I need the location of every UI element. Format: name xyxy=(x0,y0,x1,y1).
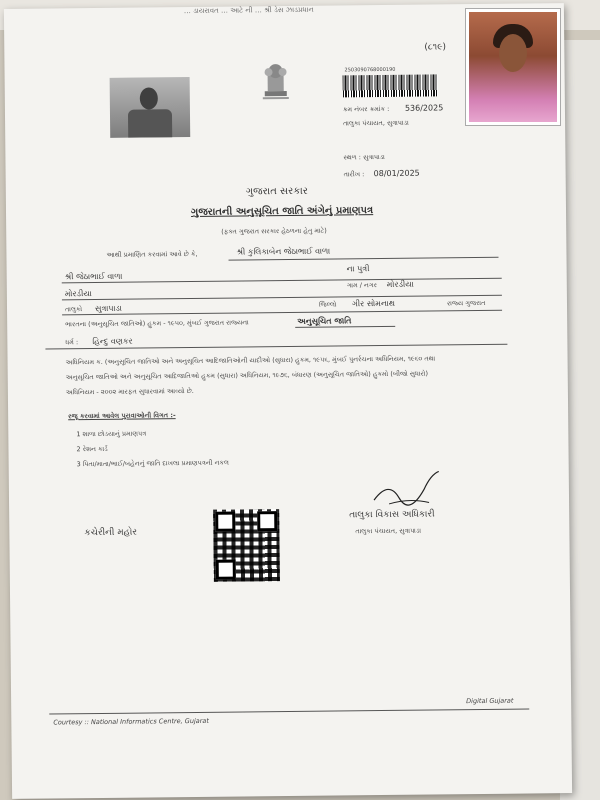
docs-heading: રજૂ કરવામાં આવેલ પુરાવાઓની વિગત :- xyxy=(68,411,176,421)
barcode-text: 2503090768000190 xyxy=(344,66,396,74)
state-emblem-icon xyxy=(254,61,296,101)
footer-digital: Digital Gujarat xyxy=(466,696,514,706)
govt-heading: ગુજરાત સરકાર xyxy=(245,185,309,198)
date-value: 08/01/2025 xyxy=(373,168,420,179)
village-label: ગામ / નગર xyxy=(346,281,378,290)
caste-value: અનુસૂચિત જાતિ xyxy=(297,316,352,326)
place-label: સ્થળ : સુત્રાપાડા xyxy=(343,152,385,162)
doc-item: 1 શાળા છોડયાનું પ્રમાણપત્ર xyxy=(76,429,147,439)
office-line: તાલુકા પંચાયત, સુત્રાપાડા xyxy=(343,118,409,128)
doc-item: 2 રેશન કાર્ડ xyxy=(76,444,108,454)
footer-courtesy: Courtesy :: National Informatics Centre, Gujarat xyxy=(53,716,209,727)
relation-text: ના પુત્રી xyxy=(346,264,370,274)
corner-number: (૮૧૯) xyxy=(424,42,447,53)
office-seal-text: કચેરીની મહોર xyxy=(84,527,138,539)
qr-code xyxy=(213,509,280,582)
state-value: રાજ્ય ગુજરાત xyxy=(446,298,486,308)
date-label: તારીખ : xyxy=(343,170,365,179)
officer-office: તાલુકા પંચાયત, સુત્રાપાડા xyxy=(355,526,422,536)
taluka-value: સુત્રાપાડા xyxy=(94,303,122,314)
officer-signature-icon xyxy=(369,469,449,510)
para4: અધિનિયમ - ૨૦૦૨ મારફત સુધારવામાં આવ્યો છે. xyxy=(65,386,194,397)
district-value: ગીર સોમનાથ xyxy=(351,298,396,309)
village-line: મોરડીયા xyxy=(64,289,92,299)
religion-label: ધર્મ : xyxy=(65,338,79,347)
number-label: ક્રમ નંબર ક્રમાંક : xyxy=(342,104,390,114)
certificate-subtitle: (ફક્ત ગુજરાત સરકાર હેઠળના હેતુ માટે) xyxy=(221,226,327,236)
para1: ભારતના (અનુસૂચિત જાતિઓ) હુકમ - ૧૯૫૦, મુંબઈ ગુજરાત રાજ્યના xyxy=(65,318,249,329)
religion-value: હિન્દુ વણકર xyxy=(92,336,133,347)
number-value: 536/2025 xyxy=(404,103,444,113)
district-label: જિલ્લો xyxy=(318,300,337,309)
certificate-title: ગુજરાતની અનુસૂચિત જાતિ અંગેનું પ્રમાણપત્ર xyxy=(190,205,374,219)
attached-photo xyxy=(465,8,561,126)
doc-item: 3 પિતા/માતા/ભાઈ/બહેનનું જાતિ દાખલા પ્રમાણપત્રની નકલ xyxy=(76,458,229,469)
barcode xyxy=(343,74,438,97)
applicant-name: શ્રી કુલિકાબેન જેઠાભાઈ વાળા xyxy=(236,246,331,257)
para2: અધિનિયમ ક. (અનુસૂચિત જાતિઓ અને અનુસૂચિત આદિજાતિઓની યાદીઓ (સુધારા) હુકમ, ૧૯૫૬, મુંબઈ પુનર્રચના અધિનિયમ, ૧૯૬૦ તથા xyxy=(65,354,436,367)
top-strip-text: … ડાયરાવત … આટે ની … શ્રી ડેસ ઝાડપ્રધાન xyxy=(183,5,314,16)
officer-title: તાલુકા વિકાસ અધિકારી xyxy=(349,509,435,521)
taluka-label: તાલુકો xyxy=(64,305,83,314)
applicant-photo xyxy=(110,77,191,138)
certify-label: આથી પ્રમાણિત કરવામાં આવે છે કે, xyxy=(106,249,198,259)
village-value: મોરડીયા xyxy=(386,279,414,289)
father-name: શ્રી જેઠાભાઈ વાળા xyxy=(64,271,123,282)
footer-rule xyxy=(49,708,529,714)
para3: અનુસૂચિત જાતિઓ અને અનુસૂચિત આદિજાતિઓ હુકમ (સુધારા) અધિનિયમ, ૧૯૭૬, બંધારણ (અનુસૂચિત જાતિઓ) હુકમો (બીજો સુધારો) xyxy=(65,369,429,382)
